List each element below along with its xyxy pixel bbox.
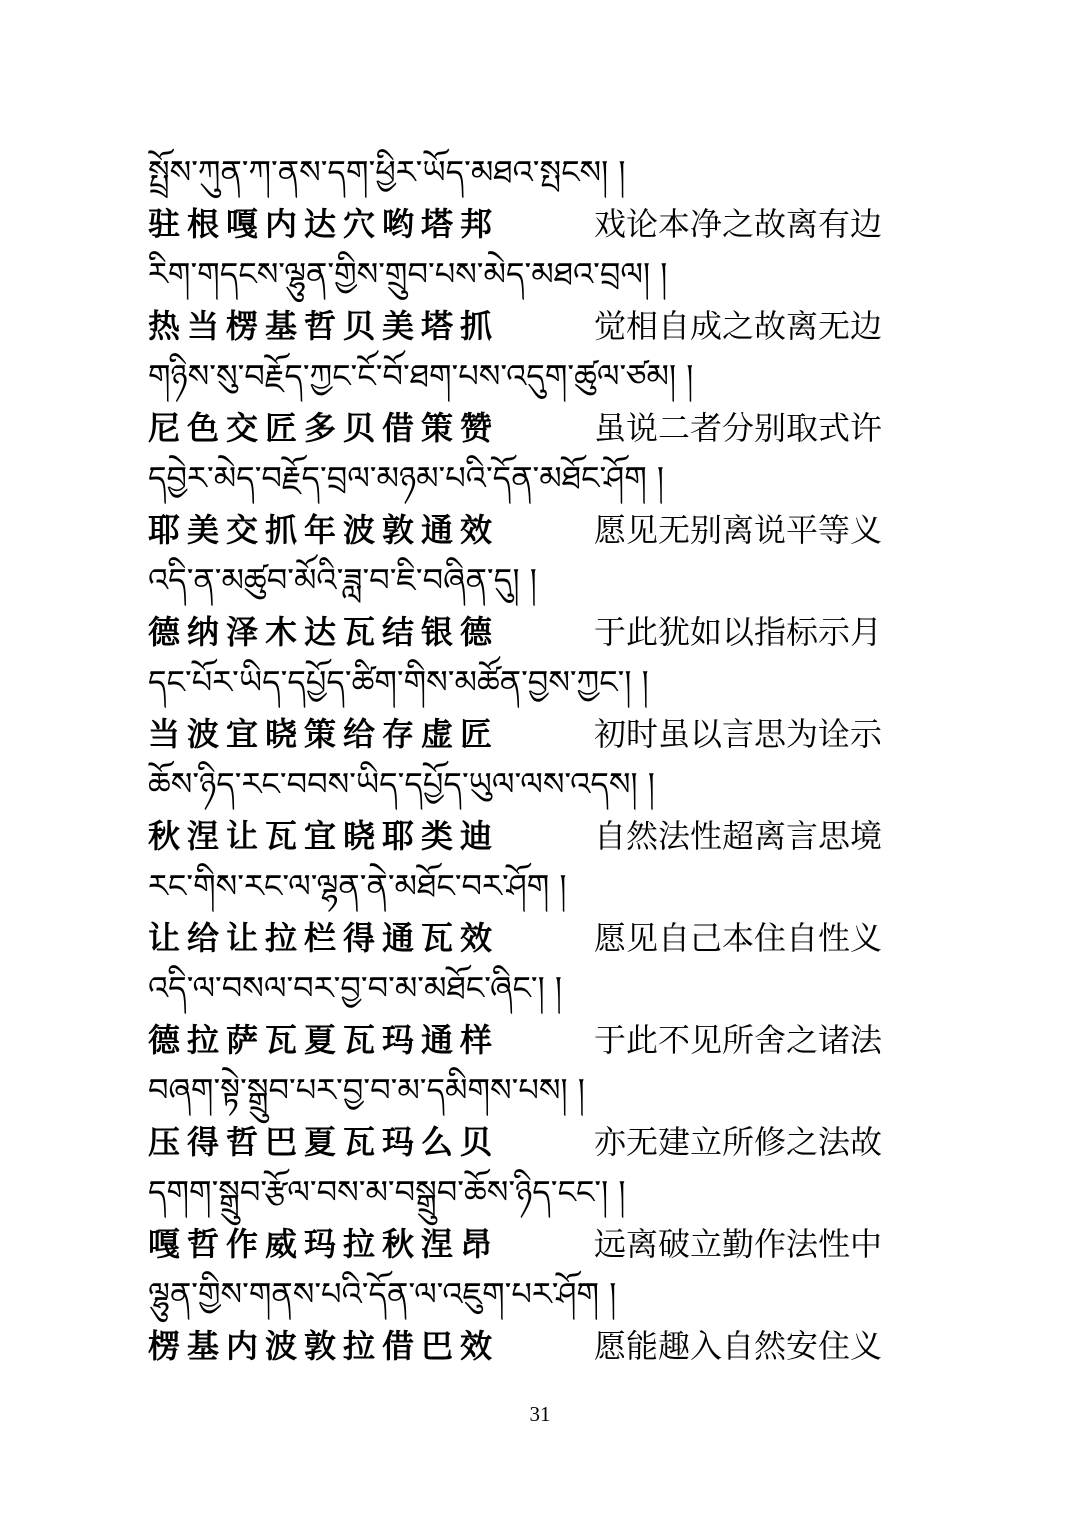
chinese-row bbox=[148, 510, 908, 550]
chinese-row bbox=[148, 204, 908, 244]
meaning-line: 远离破立勤作法性中 bbox=[594, 1225, 883, 1263]
tibetan-line: རང་གིས་རང་ལ་ལྷན་ནེ་མཐོང་བར་ཤོག ། bbox=[148, 867, 567, 905]
meaning-line: 自然法性超离言思境 bbox=[594, 817, 883, 855]
chinese-row bbox=[148, 1122, 908, 1162]
transliteration-line: 当波宜晓策给存虚匠 bbox=[148, 715, 500, 753]
tibetan-line: ཆོས་ཉིད་རང་བབས་ཡིད་དཔྱོད་ཡུལ་ལས་འདས། ། bbox=[148, 765, 655, 803]
transliteration-line: 耶美交抓年波敦通效 bbox=[148, 511, 500, 549]
tibetan-line: འདི་ན་མཚུབ་མོའི་ཟླ་བ་ཇི་བཞིན་དུ། ། bbox=[148, 561, 537, 599]
chinese-row bbox=[148, 408, 908, 448]
transliteration-line: 秋涅让瓦宜晓耶类迪 bbox=[148, 817, 500, 855]
meaning-line: 虽说二者分别取式许 bbox=[594, 409, 883, 447]
tibetan-line: ལྷུན་གྱིས་གནས་པའི་དོན་ལ་འཇུག་པར་ཤོག ། bbox=[148, 1275, 617, 1313]
meaning-line: 于此不见所舍之诸法 bbox=[594, 1021, 883, 1059]
page-number: 31 bbox=[529, 1402, 551, 1426]
chinese-row bbox=[148, 714, 908, 754]
tibetan-line: བཞག་སྟེ་སྒྲུབ་པར་བྱ་བ་མ་དམིགས་པས། ། bbox=[148, 1071, 585, 1109]
meaning-line: 愿能趣入自然安住义 bbox=[594, 1327, 883, 1365]
meaning-line: 初时虽以言思为诠示 bbox=[594, 715, 883, 753]
tibetan-line: འདི་ལ་བསལ་བར་བྱ་བ་མ་མཐོང་ཞིང་། ། bbox=[148, 969, 562, 1007]
chinese-row bbox=[148, 1020, 908, 1060]
meaning-line: 愿见自己本住自性义 bbox=[594, 919, 883, 957]
meaning-line: 觉相自成之故离无边 bbox=[594, 307, 883, 345]
tibetan-line: དང་པོར་ཡིད་དཔྱོད་ཚིག་གིས་མཚོན་བྱས་ཀྱང་། ། bbox=[148, 663, 649, 701]
transliteration-line: 让给让拉栏得通瓦效 bbox=[148, 919, 500, 957]
chinese-row bbox=[148, 1224, 908, 1264]
verse bbox=[148, 1262, 908, 1467]
verse-list bbox=[148, 140, 908, 1365]
tibetan-line: དགག་སྒྲུབ་རྩོལ་བས་མ་བསྒྲུབ་ཆོས་ཉིད་ངང་། ། bbox=[148, 1173, 626, 1211]
transliteration-line: 尼色交匠多贝借策赞 bbox=[148, 409, 500, 447]
transliteration-line: 德纳泽木达瓦结银德 bbox=[148, 613, 500, 651]
tibetan-line: སྤྲོས་ཀུན་ཀ་ནས་དག་ཕྱིར་ཡོད་མཐའ་སྤངས། ། bbox=[148, 153, 626, 191]
tibetan-line: དབྱེར་མེད་བརྗོད་བྲལ་མཉམ་པའི་དོན་མཐོང་ཤོག ། bbox=[148, 459, 665, 497]
chinese-row bbox=[148, 306, 908, 346]
chinese-row bbox=[148, 816, 908, 856]
tibetan-line: རིག་གདངས་ལྷུན་གྱིས་གྲུབ་པས་མེད་མཐའ་བྲལ། ། bbox=[148, 255, 668, 293]
transliteration-line: 嘎哲作威玛拉秋涅昂 bbox=[148, 1225, 500, 1263]
meaning-line: 亦无建立所修之法故 bbox=[594, 1123, 883, 1161]
tibetan-line: གཉིས་སུ་བརྗོད་ཀྱང་ངོ་བོ་ཐག་པས་འདུག་ཚུལ་ཙམ། ། bbox=[148, 357, 694, 395]
transliteration-line: 驻根嘎内达穴哟塔邦 bbox=[148, 205, 500, 243]
transliteration-line: 德拉萨瓦夏瓦玛通样 bbox=[148, 1021, 500, 1059]
meaning-line: 愿见无别离说平等义 bbox=[594, 511, 883, 549]
transliteration-line: 压得哲巴夏瓦玛么贝 bbox=[148, 1123, 500, 1161]
transliteration-line: 热当楞基哲贝美塔抓 bbox=[148, 307, 500, 345]
meaning-line: 戏论本净之故离有边 bbox=[594, 205, 883, 243]
meaning-line: 于此犹如以指标示月 bbox=[594, 613, 883, 651]
chinese-row bbox=[148, 918, 908, 958]
transliteration-line: 楞基内波敦拉借巴效 bbox=[148, 1327, 500, 1365]
chinese-row bbox=[148, 612, 908, 652]
chinese-row bbox=[148, 1326, 908, 1366]
